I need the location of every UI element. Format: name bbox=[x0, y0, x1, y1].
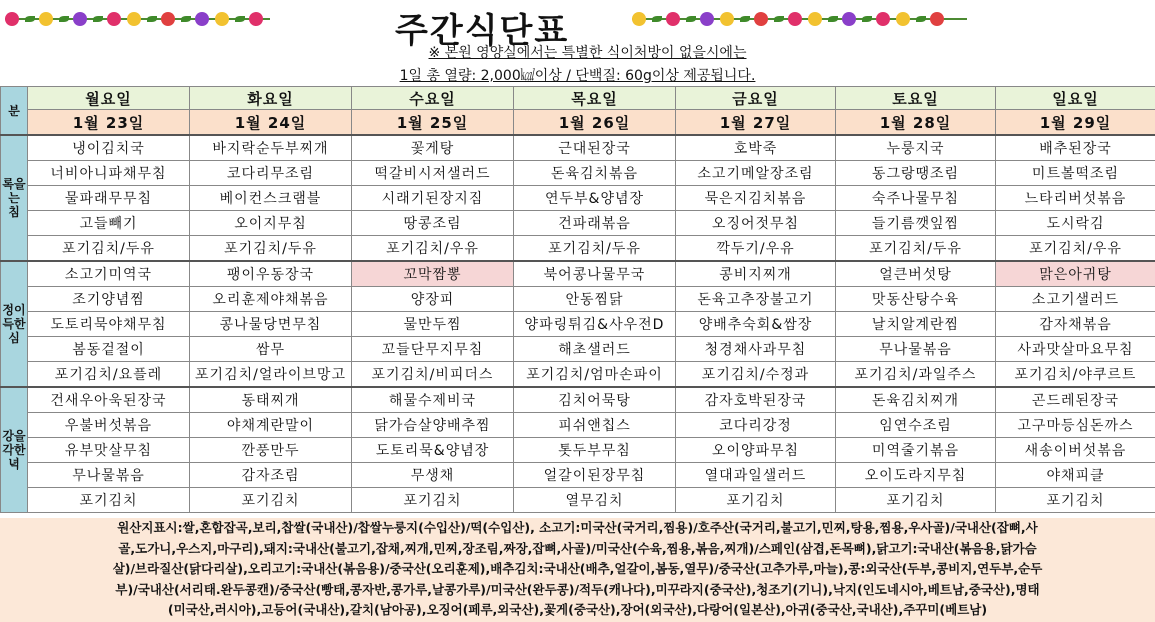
breakfast-menu-item: 물파래무무침 bbox=[28, 186, 190, 211]
lunch-menu-item: 꼬막짬뽕 bbox=[352, 261, 514, 287]
breakfast-menu-item: 떡갈비시저샐러드 bbox=[352, 161, 514, 186]
lunch-label: 정이 득한 심 bbox=[1, 261, 28, 387]
weekday-header: 화요일 bbox=[190, 87, 352, 110]
dinner-row bbox=[1, 387, 1155, 413]
dinner-menu-item: 피쉬앤칩스 bbox=[514, 413, 676, 438]
date-header: 1월 23일 bbox=[28, 110, 190, 136]
dinner-menu-item: 우불버섯볶음 bbox=[28, 413, 190, 438]
dinner-menu-item: 새송이버섯볶음 bbox=[996, 438, 1155, 463]
breakfast-menu-item: 들기름깻잎찜 bbox=[836, 211, 996, 236]
breakfast-menu-item: 땅콩조림 bbox=[352, 211, 514, 236]
breakfast-menu-item: 누룽지국 bbox=[836, 135, 996, 161]
lunch-row bbox=[1, 261, 1155, 287]
lunch-menu-item: 소고기샐러드 bbox=[996, 287, 1155, 312]
flower-icon bbox=[842, 12, 856, 26]
dinner-menu-item: 무생채 bbox=[352, 463, 514, 488]
dinner-menu-item: 임연수조림 bbox=[836, 413, 996, 438]
lunch-menu-item: 북어콩나물무국 bbox=[514, 261, 676, 287]
leaf-icon bbox=[25, 16, 35, 22]
lunch-menu-item: 무나물볶음 bbox=[836, 337, 996, 362]
flower-icon bbox=[700, 12, 714, 26]
breakfast-menu-item: 연두부&양념장 bbox=[514, 186, 676, 211]
dinner-menu-item: 코다리강정 bbox=[676, 413, 836, 438]
dinner-menu-item: 미역줄기볶음 bbox=[836, 438, 996, 463]
lunch-menu-item: 도토리묵야채무침 bbox=[28, 312, 190, 337]
breakfast-menu-item: 깍두기/우유 bbox=[676, 236, 836, 262]
flower-icon bbox=[876, 12, 890, 26]
dinner-menu-item: 유부맛살무침 bbox=[28, 438, 190, 463]
flower-icon bbox=[808, 12, 822, 26]
date-header: 1월 24일 bbox=[190, 110, 352, 136]
lunch-menu-item: 맛동산탕수육 bbox=[836, 287, 996, 312]
breakfast-menu-item: 돈육김치볶음 bbox=[514, 161, 676, 186]
notice-line-2: 1일 총 열량: 2,000㎉이상 / 단백질: 60g이상 제공됩니다. bbox=[399, 68, 756, 84]
dinner-menu-item: 톳두부무침 bbox=[514, 438, 676, 463]
lunch-menu-item: 물만두찜 bbox=[352, 312, 514, 337]
breakfast-menu-item: 꽃게탕 bbox=[352, 135, 514, 161]
origin-line: (미국산,러시아),고등어(국내산),갈치(남아공),오징어(페루,외국산),꽃게(중국산),장어(외국산),다랑어(일본산),아귀(중국산,국내산),주꾸미(베트남) bbox=[167, 602, 988, 617]
origin-line: 골,도가니,우스지,마구리),돼지:국내산(불고기,잡채,찌개,민찌,장조림,짜장,잡뼈,사골)/미국산(수육,찜용,볶음,찌개)/스페인(삼겹,돈목뼈),닭고기:국내산(볶음용,닭가슴 bbox=[118, 540, 1037, 556]
flower-icon bbox=[754, 12, 768, 26]
leaf-icon bbox=[93, 16, 103, 22]
breakfast-menu-item: 느타리버섯볶음 bbox=[996, 186, 1155, 211]
lunch-menu-item: 콩비지찌개 bbox=[676, 261, 836, 287]
flower-icon bbox=[5, 12, 19, 26]
breakfast-menu-item: 소고기메알장조림 bbox=[676, 161, 836, 186]
lunch-menu-item: 꼬들단무지무침 bbox=[352, 337, 514, 362]
dinner-row bbox=[1, 463, 1155, 488]
origin-line: 원산지표시:쌀,혼합잡곡,보리,찹쌀(국내산)/찹쌀누룽지(수입산)/떡(수입산), 소고기:미국산(국거리,찜용)/호주산(국거리,불고기,민찌,탕용,찜용,우사골)/국내산(잡뼈,사 bbox=[117, 520, 1038, 535]
date-header: 1월 25일 bbox=[352, 110, 514, 136]
lunch-menu-item: 양파링튀김&사우전D bbox=[514, 312, 676, 337]
weekday-header: 월요일 bbox=[28, 87, 190, 110]
dinner-menu-item: 포기김치 bbox=[28, 488, 190, 513]
flower-icon bbox=[195, 12, 209, 26]
date-header: 1월 27일 bbox=[676, 110, 836, 136]
breakfast-menu-item: 포기김치/두유 bbox=[836, 236, 996, 262]
dinner-menu-item: 야채계란말이 bbox=[190, 413, 352, 438]
flower-icon bbox=[39, 12, 53, 26]
dinner-menu-item: 야채피클 bbox=[996, 463, 1155, 488]
weekday-header: 수요일 bbox=[352, 87, 514, 110]
lunch-menu-item: 포기김치/요플레 bbox=[28, 362, 190, 388]
dinner-menu-item: 포기김치 bbox=[190, 488, 352, 513]
dinner-menu-item: 감자조림 bbox=[190, 463, 352, 488]
flower-icon bbox=[896, 12, 910, 26]
dinner-menu-item: 곤드레된장국 bbox=[996, 387, 1155, 413]
lunch-menu-item: 양배추숙회&쌈장 bbox=[676, 312, 836, 337]
breakfast-row bbox=[1, 236, 1155, 262]
breakfast-menu-item: 너비아니파채무침 bbox=[28, 161, 190, 186]
lunch-menu-item: 청경채사과무침 bbox=[676, 337, 836, 362]
dinner-menu-item: 포기김치 bbox=[996, 488, 1155, 513]
breakfast-menu-item: 포기김치/두유 bbox=[514, 236, 676, 262]
dinner-menu-item: 오이양파무침 bbox=[676, 438, 836, 463]
lunch-menu-item: 날치알계란찜 bbox=[836, 312, 996, 337]
breakfast-menu-item: 배추된장국 bbox=[996, 135, 1155, 161]
flower-icon bbox=[127, 12, 141, 26]
breakfast-menu-item: 고들빼기 bbox=[28, 211, 190, 236]
dinner-menu-item: 포기김치 bbox=[676, 488, 836, 513]
breakfast-menu-item: 호박죽 bbox=[676, 135, 836, 161]
leaf-icon bbox=[652, 16, 662, 22]
page-header bbox=[0, 0, 1155, 86]
breakfast-menu-item: 바지락순두부찌개 bbox=[190, 135, 352, 161]
dinner-menu-item: 닭가슴살양배추찜 bbox=[352, 413, 514, 438]
flower-icon bbox=[161, 12, 175, 26]
breakfast-menu-item: 포기김치/우유 bbox=[352, 236, 514, 262]
breakfast-menu-item: 오징어젓무침 bbox=[676, 211, 836, 236]
dinner-label: 강을 각한 녁 bbox=[1, 387, 28, 513]
row-label-header: 분 bbox=[1, 87, 28, 136]
lunch-menu-item: 얼큰버섯탕 bbox=[836, 261, 996, 287]
dinner-menu-item: 포기김치 bbox=[352, 488, 514, 513]
breakfast-menu-item: 묵은지김치볶음 bbox=[676, 186, 836, 211]
lunch-menu-item: 봄동겉절이 bbox=[28, 337, 190, 362]
leaf-icon bbox=[686, 16, 696, 22]
dinner-menu-item: 건새우아욱된장국 bbox=[28, 387, 190, 413]
breakfast-row bbox=[1, 211, 1155, 236]
dinner-row bbox=[1, 488, 1155, 513]
dinner-menu-item: 오이도라지무침 bbox=[836, 463, 996, 488]
lunch-row bbox=[1, 287, 1155, 312]
weekday-header: 일요일 bbox=[996, 87, 1155, 110]
flower-icon bbox=[788, 12, 802, 26]
lunch-row bbox=[1, 337, 1155, 362]
leaf-icon bbox=[147, 16, 157, 22]
dinner-menu-item: 열무김치 bbox=[514, 488, 676, 513]
dinner-menu-item: 김치어묵탕 bbox=[514, 387, 676, 413]
breakfast-menu-item: 냉이김치국 bbox=[28, 135, 190, 161]
breakfast-menu-item: 시래기된장지짐 bbox=[352, 186, 514, 211]
breakfast-menu-item: 포기김치/두유 bbox=[28, 236, 190, 262]
dinner-menu-item: 해물수제비국 bbox=[352, 387, 514, 413]
lunch-menu-item: 해초샐러드 bbox=[514, 337, 676, 362]
leaf-icon bbox=[740, 16, 750, 22]
page-title: 주간식단표 bbox=[395, 11, 570, 51]
weekday-header: 토요일 bbox=[836, 87, 996, 110]
lunch-menu-item: 포기김치/과일주스 bbox=[836, 362, 996, 388]
flower-icon bbox=[666, 12, 680, 26]
lunch-menu-item: 조기양념찜 bbox=[28, 287, 190, 312]
lunch-menu-item: 감자채볶음 bbox=[996, 312, 1155, 337]
origin-labeling bbox=[0, 518, 1155, 622]
weekday-header: 목요일 bbox=[514, 87, 676, 110]
lunch-menu-item: 오리훈제야채볶음 bbox=[190, 287, 352, 312]
lunch-menu-item: 콩나물당면무침 bbox=[190, 312, 352, 337]
weekday-header-row bbox=[1, 87, 1155, 110]
lunch-menu-item: 포기김치/야쿠르트 bbox=[996, 362, 1155, 388]
origin-line: 부)/국내산(서리태.완두콩캔)/중국산(빵태,콩자반,콩가루,날콩가루)/미국산(완두콩)/적두(캐나다),미꾸라지(중국산),청조기(기니),낙지(인도네시아,베트남,중국산),명태 bbox=[115, 581, 1040, 597]
date-header: 1월 26일 bbox=[514, 110, 676, 136]
origin-line: 살)/브라질산(닭다리살),오리고기:국내산(볶음용)/중국산(오리훈제),배추김치:국내산(배추,얼갈이,봄동,열무)/중국산(고추가루,마늘),콩:외국산(두부,콩비지,연두부,순두 bbox=[112, 561, 1043, 576]
flower-icon bbox=[249, 12, 263, 26]
dinner-menu-item: 동태찌개 bbox=[190, 387, 352, 413]
lunch-menu-item: 포기김치/비피더스 bbox=[352, 362, 514, 388]
date-header: 1월 28일 bbox=[836, 110, 996, 136]
leaf-icon bbox=[862, 16, 872, 22]
breakfast-row bbox=[1, 161, 1155, 186]
breakfast-menu-item: 포기김치/우유 bbox=[996, 236, 1155, 262]
lunch-row bbox=[1, 362, 1155, 388]
dinner-row bbox=[1, 413, 1155, 438]
lunch-menu-item: 포기김치/수정과 bbox=[676, 362, 836, 388]
breakfast-row bbox=[1, 135, 1155, 161]
breakfast-menu-item: 근대된장국 bbox=[514, 135, 676, 161]
lunch-menu-item: 쌈무 bbox=[190, 337, 352, 362]
weekly-menu-table bbox=[0, 86, 1155, 513]
dinner-menu-item: 돈육김치찌개 bbox=[836, 387, 996, 413]
breakfast-row bbox=[1, 186, 1155, 211]
breakfast-menu-item: 코다리무조림 bbox=[190, 161, 352, 186]
flower-garland-right bbox=[632, 8, 967, 30]
leaf-icon bbox=[774, 16, 784, 22]
dinner-row bbox=[1, 438, 1155, 463]
lunch-menu-item: 돈육고추장불고기 bbox=[676, 287, 836, 312]
dinner-menu-item: 도토리묵&양념장 bbox=[352, 438, 514, 463]
breakfast-menu-item: 미트볼떡조림 bbox=[996, 161, 1155, 186]
lunch-menu-item: 맑은아귀탕 bbox=[996, 261, 1155, 287]
flower-icon bbox=[930, 12, 944, 26]
lunch-row bbox=[1, 312, 1155, 337]
dinner-menu-item: 열대과일샐러드 bbox=[676, 463, 836, 488]
breakfast-menu-item: 건파래볶음 bbox=[514, 211, 676, 236]
lunch-menu-item: 포기김치/얼라이브망고 bbox=[190, 362, 352, 388]
lunch-menu-item: 포기김치/엄마손파이 bbox=[514, 362, 676, 388]
breakfast-menu-item: 숙주나물무침 bbox=[836, 186, 996, 211]
breakfast-menu-item: 오이지무침 bbox=[190, 211, 352, 236]
leaf-icon bbox=[181, 16, 191, 22]
dinner-menu-item: 감자호박된장국 bbox=[676, 387, 836, 413]
dinner-menu-item: 얼갈이된장무침 bbox=[514, 463, 676, 488]
breakfast-menu-item: 동그랑땡조림 bbox=[836, 161, 996, 186]
flower-garland-left bbox=[5, 8, 270, 30]
flower-icon bbox=[720, 12, 734, 26]
lunch-menu-item: 소고기미역국 bbox=[28, 261, 190, 287]
date-header-row bbox=[1, 110, 1155, 136]
breakfast-menu-item: 도시락김 bbox=[996, 211, 1155, 236]
dinner-menu-item: 포기김치 bbox=[836, 488, 996, 513]
dinner-menu-item: 고구마등심돈까스 bbox=[996, 413, 1155, 438]
date-header: 1월 29일 bbox=[996, 110, 1155, 136]
leaf-icon bbox=[916, 16, 926, 22]
flower-icon bbox=[73, 12, 87, 26]
notice-line-1: ※ 본원 영양실에서는 특별한 식이처방이 없을시에는 bbox=[428, 45, 747, 61]
breakfast-label: 록을 는 침 bbox=[1, 135, 28, 261]
flower-icon bbox=[107, 12, 121, 26]
breakfast-menu-item: 베이컨스크램블 bbox=[190, 186, 352, 211]
lunch-menu-item: 사과맛살마요무침 bbox=[996, 337, 1155, 362]
dinner-menu-item: 깐풍만두 bbox=[190, 438, 352, 463]
weekday-header: 금요일 bbox=[676, 87, 836, 110]
leaf-icon bbox=[59, 16, 69, 22]
leaf-icon bbox=[828, 16, 838, 22]
flower-icon bbox=[632, 12, 646, 26]
flower-icon bbox=[215, 12, 229, 26]
lunch-menu-item: 팽이우동장국 bbox=[190, 261, 352, 287]
leaf-icon bbox=[235, 16, 245, 22]
lunch-menu-item: 안동찜닭 bbox=[514, 287, 676, 312]
breakfast-menu-item: 포기김치/두유 bbox=[190, 236, 352, 262]
lunch-menu-item: 양장피 bbox=[352, 287, 514, 312]
dinner-menu-item: 무나물볶음 bbox=[28, 463, 190, 488]
